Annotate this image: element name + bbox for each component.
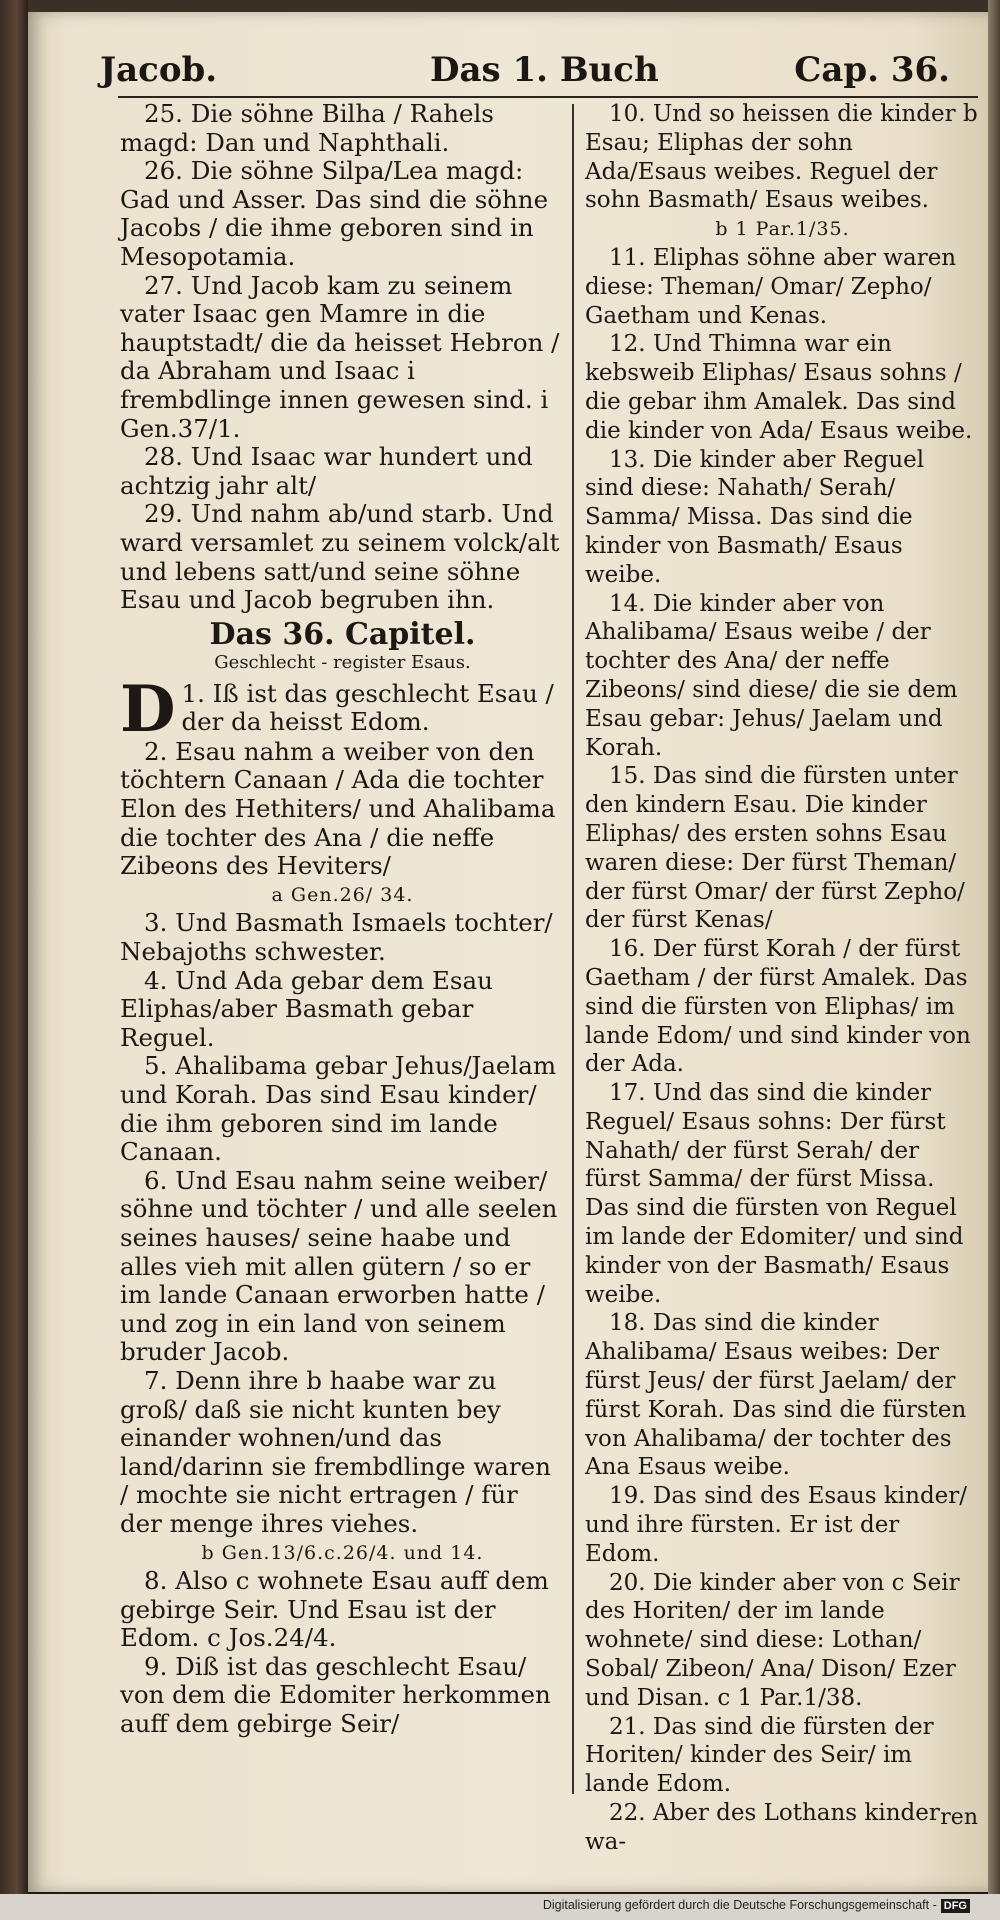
first-verse <box>120 671 565 747</box>
verse: 6. Und Esau nahm seine weiber/ söhne und töchter / und alle seelen seines hauses/ seine haabe und alles vieh mit allen gütern / so er im lande Canaan erworben hatte / und zog in ein land von seinem bruder Jacob. <box>120 1165 558 1367</box>
verse: 13. Die kinder aber Reguel sind diese: Nahath/ Serah/ Samma/ Missa. Das sind die kinder von Basmath/ Esaus weibe. <box>585 446 925 588</box>
verse: 18. Das sind die kinder Ahalibama/ Esaus weibes: Der fürst Jeus/ der fürst Jaelam/ der fürst Korah. Das sind die fürsten von Ahalibama/ der tochter des Ana Esaus weibe. <box>585 1310 967 1481</box>
verse: 17. Und das sind die kinder Reguel/ Esaus sohns: Der fürst Nahath/ der fürst Serah/ der fürst Samma/ der fürst Missa. Das sind die fürsten von Reguel im lande der Edomiter/ und sind kinder von der Basmath/ Esaus weibe. <box>585 1080 964 1308</box>
chapter-subtitle: Geschlecht - register Esaus. <box>214 652 471 674</box>
header-left: Jacob. <box>100 50 218 90</box>
verse: 29. Und nahm ab/und starb. Und ward versamlet zu seinem volck/alt und lebens satt/und seine söhne Esau und Jacob begruben ihn. <box>120 499 560 615</box>
running-header <box>100 50 950 102</box>
verse: 12. Und Thimna war ein kebsweib Eliphas/ Esaus sohns / die gebar ihm Amalek. Das sind die kinder von Ada/ Esaus weibe. <box>585 331 973 444</box>
verse: 7. Denn ihre b haabe war zu groß/ daß sie nicht kunten bey einander wohnen/und das land/darinn sie frembdlinge waren / mochte sie nicht ertragen / für der menge ihres viehes. <box>120 1365 551 1538</box>
verse-text: 1. Iß ist das geschlecht Esau / der da heisst Edom. <box>181 678 554 737</box>
verse: 4. Und Ada gebar dem Esau Eliphas/aber Basmath gebar Reguel. <box>120 965 493 1052</box>
top-edge <box>0 0 1000 12</box>
verse: 3. Und Basmath Ismaels tochter/ Nebajoths schwester. <box>120 908 553 967</box>
verse: 2. Esau nahm a weiber von den töchtern Canaan / Ada die tochter Elon des Hethiters/ und Ahalibama die tochter des Ana / die neffe Zibeons des Heviters/ <box>120 736 556 881</box>
verse: 5. Ahalibama gebar Jehus/Jaelam und Korah. Das sind Esau kinder/ die ihm geboren sind im lande Canaan. <box>120 1051 557 1167</box>
footnote: a Gen.26/ 34. <box>271 883 414 906</box>
verse: 27. Und Jacob kam zu seinem vater Isaac gen Mamre in die hauptstadt/ die da heisset Hebron / da Abraham und Isaac i frembdlinge innen gewesen sind. i Gen.37/1. <box>120 270 560 443</box>
verse: 11. Eliphas söhne aber waren diese: Theman/ Omar/ Zepho/ Gaetham und Kenas. <box>585 244 957 329</box>
verse: 20. Die kinder aber von c Seir des Horiten/ der im lande wohnete/ sind diese: Lothan/ Sobal/ Zibeon/ Ana/ Dison/ Ezer und Disan. c 1 Par.1/38. <box>585 1569 960 1711</box>
footer-credit <box>543 1898 970 1913</box>
page-edge <box>988 0 1000 1920</box>
verse: 25. Die söhne Bilha / Rahels magd: Dan und Naphthali. <box>120 99 494 157</box>
verse: 10. Und so heissen die kinder b Esau; Eliphas der sohn Ada/Esaus weibes. Reguel der sohn Basmath/ Esaus weibes. <box>585 101 978 214</box>
verse: 14. Die kinder aber von Ahalibama/ Esaus weibe / der tochter des Ana/ der neffe Zibeons/ sind diese/ die sie dem Esau gebar: Jehus/ Jaelam und Korah. <box>585 590 958 761</box>
verse: 16. Der fürst Korah / der fürst Gaetham / der fürst Amalek. Das sind die fürsten von Eliphas/ im lande Edom/ und sind kinder von der Ada. <box>585 936 971 1078</box>
verse: 9. Diß ist das geschlecht Esau/ von dem die Edomiter herkommen auff dem gebirge Seir/ <box>120 1651 551 1739</box>
column-divider <box>572 104 574 1794</box>
verse: 8. Also c wohnete Esau auff dem gebirge Seir. Und Esau ist der Edom. c Jos.24/4. <box>120 1566 549 1653</box>
footnote: b 1 Par.1/35. <box>715 218 850 241</box>
footer-credit-text: Digitalisierung gefördert durch die Deutsche Forschungsgemeinschaft - <box>542 1898 937 1912</box>
drop-capital: D <box>120 671 176 747</box>
footnote: b Gen.13/6.c.26/4. und 14. <box>201 1541 484 1564</box>
right-column <box>585 100 980 1857</box>
verse: 28. Und Isaac war hundert und achtzig jahr alt/ <box>120 442 533 500</box>
verse: 15. Das sind die fürsten unter den kindern Esau. Die kinder Eliphas/ des ersten sohns Esau waren diese: Der fürst Theman/ der fürst Omar/ der fürst Zepho/ der fürst Kenas/ <box>585 763 965 934</box>
verse: 22. Aber des Lothans kinder wa- <box>585 1800 940 1855</box>
dfg-logo: DFG <box>941 1899 970 1913</box>
header-right: Cap. 36. <box>794 50 950 90</box>
catchword: ren <box>940 1805 978 1830</box>
chapter-title: Das 36. Capitel. <box>209 616 476 652</box>
book-gutter <box>0 0 28 1920</box>
verse: 19. Das sind des Esaus kinder/ und ihre fürsten. Er ist der Edom. <box>585 1483 968 1567</box>
header-rule <box>118 96 978 98</box>
verse: 26. Die söhne Silpa/Lea magd: Gad und Asser. Das sind die söhne Jacobs / die ihme geboren sind in Mesopotamia. <box>120 156 549 271</box>
footer-bar <box>0 1894 1000 1920</box>
header-center: Das 1. Buch <box>430 50 659 90</box>
verse: 21. Das sind die fürsten der Horiten/ kinder des Seir/ im lande Edom. <box>585 1713 934 1798</box>
left-column <box>120 100 565 1739</box>
